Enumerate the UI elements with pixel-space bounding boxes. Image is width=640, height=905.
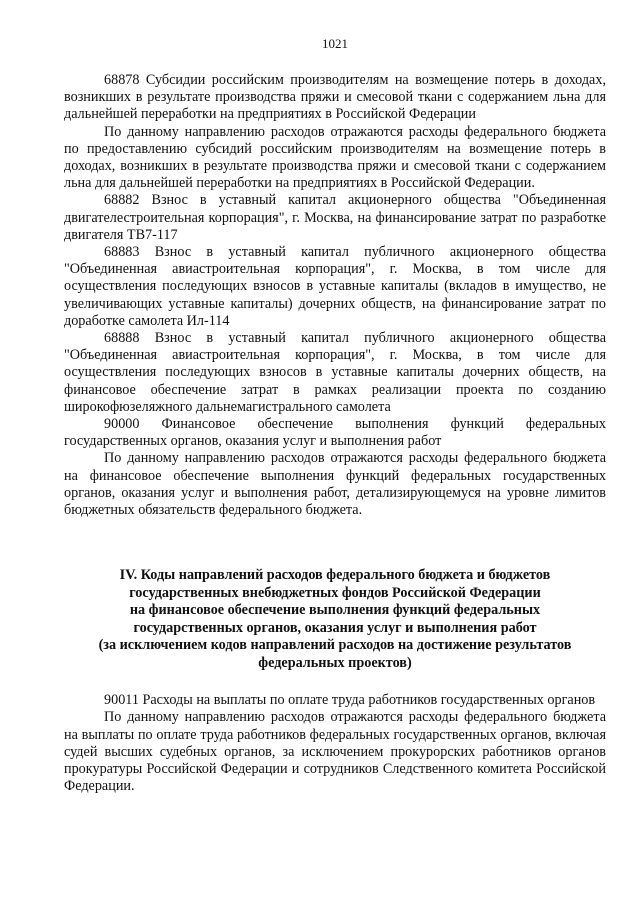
heading-line: государственных внебюджетных фондов Российской Федерации — [129, 584, 541, 601]
paragraph-68878-description: По данному направлению расходов отражаются расходы федерального бюджета по предоставлению субсидий российским производителям на возмещение потерь в доходах, возникших в результате производства пряжи и смесовой ткани с содержанием льна для дальнейшей переработки на предприятиях в Российской Федерации. — [64, 123, 606, 192]
paragraph-68882-title: 68882 Взнос в уставный капитал акционерного общества "Объединенная двигателестроительная корпорация", г. Москва, на финансирование затрат по разработке двигателя ТВ7-117 — [64, 192, 606, 243]
heading-line: на финансовое обеспечение выполнения функций федеральных — [129, 602, 541, 619]
heading-line: государственных органов, оказания услуг и выполнения работ — [133, 619, 537, 636]
paragraph-90000-title: 90000 Финансовое обеспечение выполнения функций федеральных государственных органов, оказания услуг и выполнения работ — [64, 416, 606, 450]
section-heading — [70, 567, 600, 672]
paragraph-90000-description: По данному направлению расходов отражаются расходы федерального бюджета на финансовое обеспечение выполнения функций федеральных государственных органов, оказания услуг и выполнения работ, детализирующемуся на уровне лимитов бюджетных обязательств федерального бюджета. — [64, 450, 606, 519]
section-paragraphs — [64, 692, 606, 795]
paragraph-68878-title: 68878 Субсидии российским производителям на возмещение потерь в доходах, возникших в результате производства пряжи и смесовой ткани с содержанием льна для дальнейшей переработки на предприятиях в Российской Федерации — [64, 72, 606, 123]
page-number: 1021 — [322, 36, 348, 51]
paragraph-90011-title: 90011 Расходы на выплаты по оплате труда работников государственных органов — [104, 692, 596, 709]
paragraph-90011-description: По данному направлению расходов отражаются расходы федерального бюджета на выплаты по оплате труда работников федеральных государственных органов, включая судей высших судебных органов, за исключением прокурорских работников органов прокуратуры Российской Федерации и сотрудников Следственного комитета Российской Федерации. — [64, 709, 606, 795]
heading-line: федеральных проектов) — [258, 654, 412, 671]
heading-line: IV. Коды направлений расходов федерального бюджета и бюджетов — [119, 567, 551, 584]
heading-line: (за исключением кодов направлений расходов на достижение результатов — [98, 637, 572, 654]
paragraph-68888-title: 68888 Взнос в уставный капитал публичного акционерного общества "Объединенная авиастроительная корпорация", г. Москва, в том числе для осуществления последующих взносов в уставные капиталы дочерних обществ, на финансовое обеспечение затрат в рамках реализации проекта по созданию широкофюзеляжного дальнемагистрального самолета — [64, 330, 606, 415]
body-paragraphs — [64, 72, 606, 519]
paragraph-68883-title: 68883 Взнос в уставный капитал публичного акционерного общества "Объединенная авиастроительная корпорация", г. Москва, в том числе для осуществления последующих взносов в уставные капиталы (вкладов в имущество, не увеличивающих уставные капиталы) дочерних обществ, на финансирование затрат по доработке самолета Ил-114 — [64, 244, 606, 329]
